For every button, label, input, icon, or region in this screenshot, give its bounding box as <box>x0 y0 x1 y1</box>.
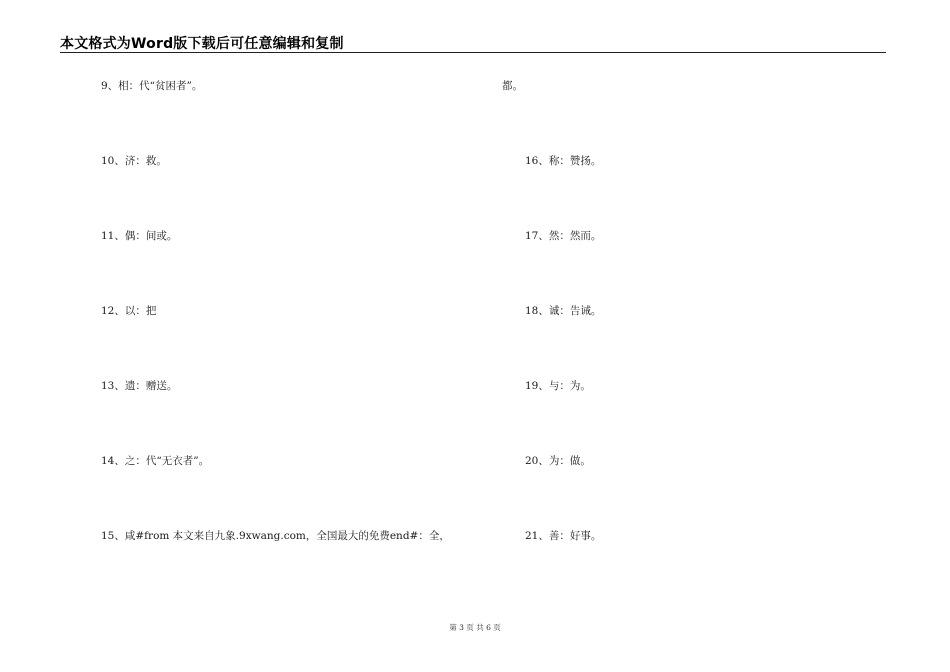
right-entry-16: 16、称：赞扬。 <box>525 155 602 167</box>
document-header-title: 本文格式为Word版下载后可任意编辑和复制 <box>60 36 344 52</box>
left-entry-14: 14、之：代“无衣者”。 <box>101 455 210 467</box>
left-entry-11: 11、偶：间或。 <box>101 230 178 242</box>
left-entry-15: 15、咸#from 本文来自九象.9xwang.com，全国最大的免费end#：全， <box>101 530 450 542</box>
page-number-footer: 第 3 页 共 6 页 <box>449 623 501 632</box>
left-entry-9: 9、相：代“贫困者”。 <box>101 80 203 92</box>
right-entry-17: 17、然：然而。 <box>525 230 602 242</box>
left-entry-12: 12、以：把 <box>101 305 157 317</box>
right-entry-18: 18、诚：告诫。 <box>525 305 602 317</box>
right-entry-21: 21、善：好事。 <box>525 530 602 542</box>
right-entry-continuation: 都。 <box>502 80 523 92</box>
left-entry-10: 10、济：救。 <box>101 155 167 167</box>
right-entry-20: 20、为：做。 <box>525 455 591 467</box>
left-entry-13: 13、遗：赠送。 <box>101 380 178 392</box>
header-divider <box>60 52 886 53</box>
right-entry-19: 19、与：为。 <box>525 380 591 392</box>
